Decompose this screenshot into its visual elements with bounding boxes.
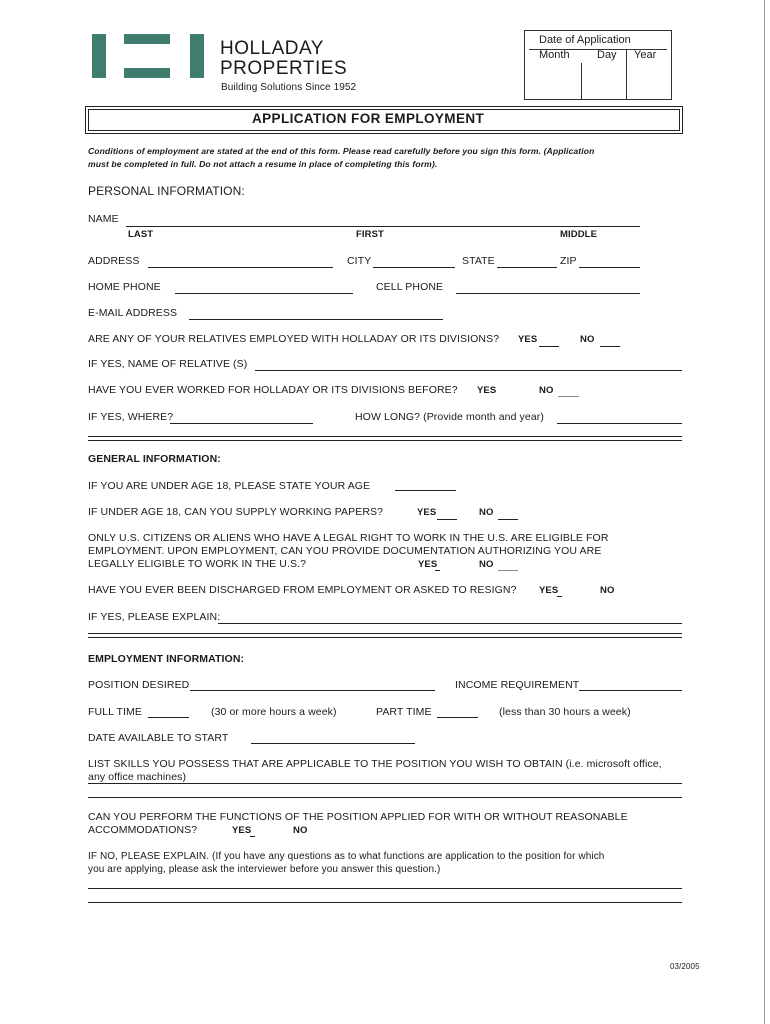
date-of-application-box (524, 30, 672, 100)
ifno-field-2[interactable] (88, 902, 682, 903)
revision-date: 03/2005 (670, 962, 700, 971)
age-field[interactable] (395, 490, 456, 491)
papers-question: IF UNDER AGE 18, CAN YOU SUPPLY WORKING PAPERS? (88, 506, 384, 518)
logo-bar-left (92, 34, 106, 78)
papers-yes-label: YES (417, 507, 437, 518)
full-time-field[interactable] (148, 717, 189, 718)
ifno-field-1[interactable] (88, 888, 682, 889)
where-field[interactable] (170, 423, 313, 424)
relative-name-field[interactable] (255, 370, 682, 371)
employment-heading: EMPLOYMENT INFORMATION: (88, 653, 245, 665)
relatives-no-field[interactable] (600, 346, 620, 347)
how-long-field[interactable] (557, 423, 682, 424)
date-input-day[interactable] (583, 65, 624, 97)
where-label: IF YES, WHERE? (88, 411, 174, 423)
papers-no-field[interactable] (498, 519, 518, 520)
company-name-line1: HOLLADAY (220, 38, 324, 59)
date-available-field[interactable] (251, 743, 415, 744)
discharged-yes-label: YES (539, 585, 559, 596)
discharged-question: HAVE YOU EVER BEEN DISCHARGED FROM EMPLOYMENT OR ASKED TO RESIGN? (88, 584, 517, 596)
part-time-note: (less than 30 hours a week) (499, 706, 631, 718)
email-field[interactable] (189, 319, 443, 320)
perform-text-line1: CAN YOU PERFORM THE FUNCTIONS OF THE POSITION APPLIED FOR WITH OR WITHOUT REASONABLE (88, 811, 628, 823)
citizen-text-line2: EMPLOYMENT. UPON EMPLOYMENT, CAN YOU PROVIDE DOCUMENTATION AUTHORIZING YOU ARE (88, 545, 602, 557)
perform-text-line2: ACCOMMODATIONS? (88, 824, 198, 836)
form-title: APPLICATION FOR EMPLOYMENT (252, 111, 485, 126)
papers-no-label: NO (479, 507, 494, 518)
city-field[interactable] (373, 267, 455, 268)
home-phone-label: HOME PHONE (88, 281, 161, 293)
citizen-yes-label: YES (418, 559, 438, 570)
logo-bar-bottom (124, 68, 170, 78)
personal-heading: PERSONAL INFORMATION: (88, 184, 245, 198)
date-box-month: Month (539, 49, 570, 61)
date-input-year[interactable] (628, 65, 669, 97)
how-long-label: HOW LONG? (Provide month and year) (355, 411, 544, 423)
citizen-yes-field[interactable] (435, 570, 440, 571)
citizen-text-line3: LEGALLY ELIGIBLE TO WORK IN THE U.S.? (88, 558, 307, 570)
skills-text-line2: any office machines) (88, 771, 187, 783)
skills-field-1[interactable] (88, 783, 682, 784)
worked-before-no-label: NO (539, 385, 554, 396)
citizen-no-label: NO (479, 559, 494, 570)
form-title-box (85, 106, 683, 134)
worked-before-yes-label: YES (477, 385, 497, 396)
conditions-line1: Conditions of employment are stated at the end of this form. Please read carefully before you sign this form. (Application (88, 146, 595, 156)
explain-field[interactable] (218, 623, 682, 624)
date-input-month[interactable] (527, 65, 579, 97)
age-question: IF YOU ARE UNDER AGE 18, PLEASE STATE YOUR AGE (88, 480, 371, 492)
section-divider-1 (88, 436, 682, 441)
position-label: POSITION DESIRED (88, 679, 190, 691)
home-phone-field[interactable] (175, 293, 353, 294)
section-divider-2 (88, 633, 682, 638)
perform-yes-field[interactable] (250, 836, 255, 837)
date-box-day: Day (597, 49, 617, 61)
name-first-label: FIRST (356, 229, 384, 240)
date-available-label: DATE AVAILABLE TO START (88, 732, 229, 744)
perform-no-label: NO (293, 825, 308, 836)
part-time-label: PART TIME (376, 706, 432, 718)
part-time-field[interactable] (437, 717, 478, 718)
address-field[interactable] (148, 267, 333, 268)
discharged-no-label: NO (600, 585, 615, 596)
full-time-label: FULL TIME (88, 706, 142, 718)
zip-field[interactable] (579, 267, 640, 268)
income-field[interactable] (579, 690, 682, 691)
skills-field-2[interactable] (88, 797, 682, 798)
relatives-question: ARE ANY OF YOUR RELATIVES EMPLOYED WITH HOLLADAY OR ITS DIVISIONS? (88, 333, 500, 345)
state-label: STATE (462, 255, 495, 267)
city-label: CITY (347, 255, 372, 267)
date-box-year: Year (634, 49, 657, 61)
worked-before-no-field[interactable] (558, 396, 579, 397)
skills-text-line1: LIST SKILLS YOU POSSESS THAT ARE APPLICABLE TO THE POSITION YOU WISH TO OBTAIN (i.e. microsoft office, (88, 758, 662, 770)
company-logo (92, 34, 204, 78)
name-label: NAME (88, 213, 119, 225)
general-heading: GENERAL INFORMATION: (88, 453, 221, 465)
scan-edge (764, 0, 765, 1024)
company-tagline: Building Solutions Since 1952 (221, 82, 357, 93)
name-field[interactable] (126, 226, 640, 227)
conditions-line2: must be completed in full. Do not attach a resume in place of completing this form). (88, 159, 438, 169)
company-name-line2: PROPERTIES (220, 58, 348, 79)
perform-yes-label: YES (232, 825, 252, 836)
cell-phone-label: CELL PHONE (376, 281, 444, 293)
zip-label: ZIP (560, 255, 577, 267)
ifno-text-line2: you are applying, please ask the interviewer before you answer this question.) (88, 864, 441, 875)
citizen-no-field[interactable] (498, 570, 518, 571)
full-time-note: (30 or more hours a week) (211, 706, 337, 718)
position-field[interactable] (190, 690, 435, 691)
name-last-label: LAST (128, 229, 154, 240)
citizen-text-line1: ONLY U.S. CITIZENS OR ALIENS WHO HAVE A LEGAL RIGHT TO WORK IN THE U.S. ARE ELIGIBLE FOR (88, 532, 609, 544)
explain-label: IF YES, PLEASE EXPLAIN: (88, 611, 221, 623)
state-field[interactable] (497, 267, 557, 268)
papers-yes-field[interactable] (437, 519, 457, 520)
email-label: E-MAIL ADDRESS (88, 307, 178, 319)
cell-phone-field[interactable] (456, 293, 640, 294)
name-middle-label: MIDDLE (560, 229, 598, 240)
relative-name-label: IF YES, NAME OF RELATIVE (S) (88, 358, 248, 370)
relatives-no-label: NO (580, 334, 595, 345)
worked-before-question: HAVE YOU EVER WORKED FOR HOLLADAY OR ITS DIVISIONS BEFORE? (88, 384, 458, 396)
income-label: INCOME REQUIREMENT (455, 679, 580, 691)
relatives-yes-label: YES (518, 334, 538, 345)
address-label: ADDRESS (88, 255, 140, 267)
discharged-yes-field[interactable] (557, 596, 562, 597)
logo-bar-right (190, 34, 204, 78)
relatives-yes-field[interactable] (539, 346, 559, 347)
ifno-text-line1: IF NO, PLEASE EXPLAIN. (If you have any questions as to what functions are application to the position for which (88, 851, 605, 862)
date-box-title: Date of Application (539, 34, 631, 46)
logo-bar-top (124, 34, 170, 44)
